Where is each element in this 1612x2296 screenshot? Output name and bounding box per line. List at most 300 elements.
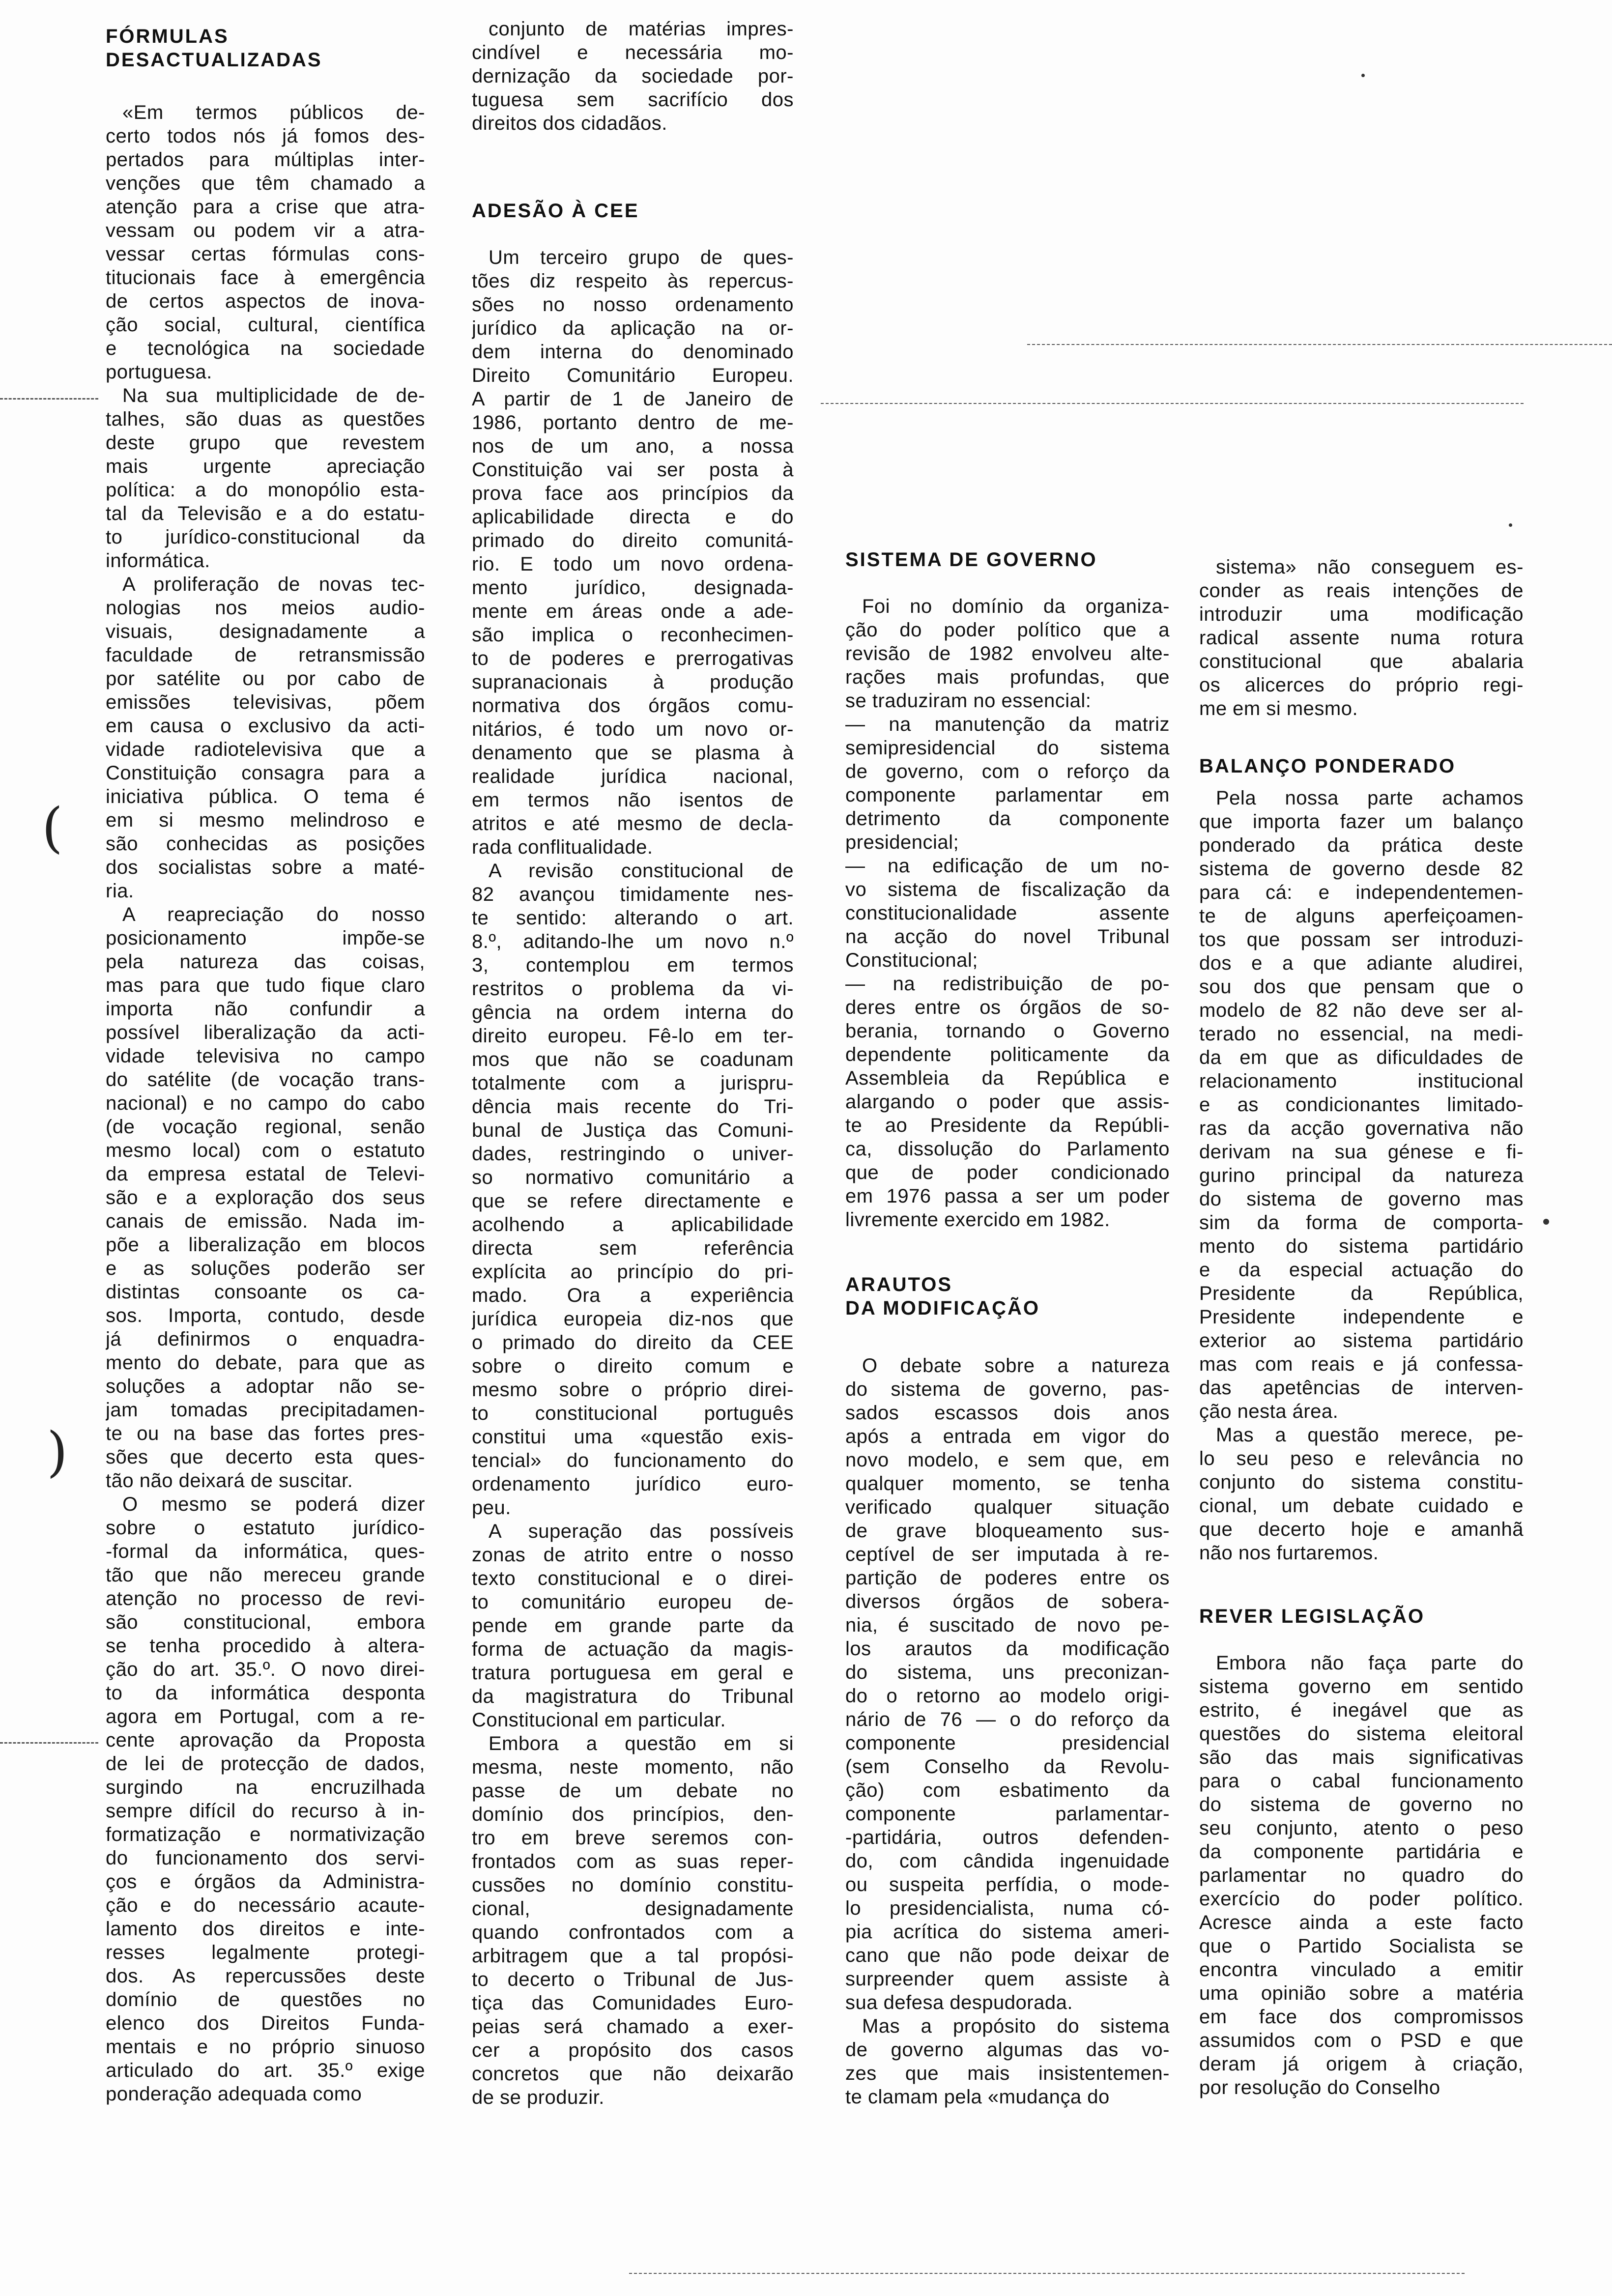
text-line: Direito Comunitário Europeu. bbox=[472, 365, 794, 386]
text-line: gência na ordem interna do bbox=[472, 1002, 794, 1023]
text-line: e as condicionantes limitado- bbox=[1199, 1094, 1524, 1116]
text-line: pende em grande parte da bbox=[472, 1615, 794, 1636]
text-line: Presidente independente e bbox=[1199, 1306, 1524, 1328]
text-line: ca, dissolução do Parlamento bbox=[845, 1138, 1170, 1160]
text-line: surpreender quem assiste à bbox=[845, 1968, 1170, 1990]
text-line: do sistema de governo mas bbox=[1199, 1188, 1524, 1210]
text-line: e as soluções poderão ser bbox=[106, 1258, 425, 1279]
text-line: ços e órgãos da Administra- bbox=[106, 1871, 425, 1893]
text-line: são das mais significativas bbox=[1199, 1747, 1524, 1768]
scan-artifact-bracket-icon: ( bbox=[42, 796, 63, 859]
text-line: mais urgente apreciação bbox=[106, 456, 425, 477]
text-line: sobre o direito comum e bbox=[472, 1355, 794, 1377]
text-line: jurídico da aplicação na or- bbox=[472, 317, 794, 339]
text-line: dem interna do denominado bbox=[472, 341, 794, 363]
text-line: zonas de atrito entre o nosso bbox=[472, 1544, 794, 1566]
text-line: normativa dos órgãos comu- bbox=[472, 695, 794, 717]
text-line: estrito, é inegável que as bbox=[1199, 1699, 1524, 1721]
text-line: Acresce ainda a este facto bbox=[1199, 1912, 1524, 1933]
text-line: de certos aspectos de inova- bbox=[106, 290, 425, 312]
text-line: que se refere directamente e bbox=[472, 1190, 794, 1212]
text-line: revisão de 1982 envolveu alte- bbox=[845, 643, 1170, 664]
text-line: novo modelo, e sem que, em bbox=[845, 1449, 1170, 1471]
text-line: sistema governo em sentido bbox=[1199, 1676, 1524, 1697]
text-line: parlamentar no quadro do bbox=[1199, 1865, 1524, 1886]
text-line: possível liberalização da acti- bbox=[106, 1022, 425, 1043]
text-line: o primado do direito da CEE bbox=[472, 1332, 794, 1353]
text-line: A reapreciação do nosso bbox=[122, 904, 425, 925]
text-line: dos. As repercussões deste bbox=[106, 1965, 425, 1987]
text-line: componente parlamentar em bbox=[845, 784, 1170, 806]
text-line: política: a do monopólio esta- bbox=[106, 479, 425, 501]
heading-line: ARAUTOS bbox=[845, 1274, 953, 1295]
scan-artifact-bracket-icon: ) bbox=[47, 1420, 68, 1483]
text-line: domínio dos princípios, den- bbox=[472, 1804, 794, 1825]
column-3-body-1 bbox=[845, 595, 1170, 1232]
text-line: exercício do poder político. bbox=[1199, 1888, 1524, 1910]
section-heading-arautos-da-modificacao bbox=[845, 1273, 1170, 1320]
text-line: os alicerces do próprio regi- bbox=[1199, 674, 1524, 696]
text-line: dades, restringindo o univer- bbox=[472, 1143, 794, 1165]
text-line: mesmo sobre o próprio direi- bbox=[472, 1379, 794, 1401]
text-line: mente em áreas onde a ade- bbox=[472, 601, 794, 622]
text-line: sou dos que pensam que o bbox=[1199, 976, 1524, 998]
text-line: emissões televisivas, põem bbox=[106, 691, 425, 713]
text-line: Mas a questão merece, pe- bbox=[1216, 1424, 1524, 1446]
section-heading-rever-legislacao bbox=[1199, 1605, 1524, 1628]
text-line: das apetências de interven- bbox=[1199, 1377, 1524, 1399]
text-line: titucionais face à emergência bbox=[106, 267, 425, 288]
text-line: concretos que não deixarão bbox=[472, 2063, 794, 2085]
text-line: atritos e até mesmo de decla- bbox=[472, 813, 794, 834]
text-line: Constitucional em particular. bbox=[472, 1709, 726, 1731]
text-line: alargando o poder que assis- bbox=[845, 1091, 1170, 1113]
text-line: «Em termos públicos de- bbox=[122, 102, 425, 123]
text-line: por resolução do Conselho bbox=[1199, 2077, 1440, 2098]
text-line: de governo, com o reforço da bbox=[845, 761, 1170, 782]
text-line: em causa o exclusivo da acti- bbox=[106, 715, 425, 737]
text-line: do sistema, uns preconizan- bbox=[845, 1662, 1170, 1683]
text-line: conder as reais intenções de bbox=[1199, 580, 1524, 602]
text-line: ponderação adequada como bbox=[106, 2083, 362, 2105]
text-line: e da especial actuação do bbox=[1199, 1259, 1524, 1281]
text-line: conjunto de matérias impres- bbox=[489, 18, 794, 40]
text-line: componente presidencial bbox=[845, 1732, 1170, 1754]
text-line: nacional) e no campo do cabo bbox=[106, 1092, 425, 1114]
text-line: do funcionamento dos servi- bbox=[106, 1847, 425, 1869]
text-line: sobre o estatuto jurídico- bbox=[106, 1517, 425, 1539]
text-line: que de poder condicionado bbox=[845, 1162, 1170, 1183]
text-line: so normativo comunitário a bbox=[472, 1167, 794, 1188]
text-line: ção do poder político que a bbox=[845, 619, 1170, 641]
scan-artifact-dash bbox=[0, 398, 98, 400]
text-line: rações mais profundas, que bbox=[845, 666, 1170, 688]
text-line: sistema de governo desde 82 bbox=[1199, 858, 1524, 880]
text-line: formatização e normativização bbox=[106, 1824, 425, 1845]
text-line: da empresa estatal de Televi- bbox=[106, 1163, 425, 1185]
text-line: mento do debate, para que as bbox=[106, 1352, 425, 1374]
text-line: me em si mesmo. bbox=[1199, 698, 1358, 719]
text-line: portuguesa. bbox=[106, 361, 212, 383]
text-line: agora em Portugal, com a re- bbox=[106, 1706, 425, 1727]
text-line: radical assente numa rotura bbox=[1199, 627, 1524, 649]
text-line: sua defesa despudorada. bbox=[845, 1992, 1073, 2013]
text-line: são e a exploração dos seus bbox=[106, 1187, 425, 1208]
section-heading-sistema-de-governo bbox=[845, 548, 1170, 572]
text-line: jurídica europeia diz-nos que bbox=[472, 1308, 794, 1330]
text-line: tão não deixará de suscitar. bbox=[106, 1470, 353, 1492]
text-line: soluções a adoptar não se- bbox=[106, 1376, 425, 1397]
text-line: em face dos compromissos bbox=[1199, 2006, 1524, 2028]
text-line: mado. Ora a experiência bbox=[472, 1285, 794, 1306]
text-line: to jurídico-constitucional da bbox=[106, 526, 425, 548]
text-line: tratura portuguesa em geral e bbox=[472, 1662, 794, 1684]
text-line: vessam ou podem vir a atra- bbox=[106, 220, 425, 241]
text-line: componente parlamentar- bbox=[845, 1803, 1170, 1825]
text-line: em 1976 passa a ser um poder bbox=[845, 1185, 1170, 1207]
text-line: seu conjunto, atento o peso bbox=[1199, 1817, 1524, 1839]
text-line: A partir de 1 de Janeiro de bbox=[472, 388, 794, 410]
text-line: constitucionalidade assente bbox=[845, 902, 1170, 924]
text-line: gurino principal da natureza bbox=[1199, 1165, 1524, 1186]
text-line: nitários, é todo um novo or- bbox=[472, 718, 794, 740]
text-line: mento do sistema partidário bbox=[1199, 1235, 1524, 1257]
text-line: aplicabilidade directa e do bbox=[472, 506, 794, 528]
text-line: nário de 76 — o do reforço da bbox=[845, 1709, 1170, 1730]
text-line: de lei de protecção de dados, bbox=[106, 1753, 425, 1775]
text-line: to constitucional português bbox=[472, 1403, 794, 1424]
text-line: ou suspeita perfídia, o mode- bbox=[845, 1874, 1170, 1895]
text-line: -formal da informática, ques- bbox=[106, 1541, 425, 1562]
text-line: tro em breve seremos con- bbox=[472, 1827, 794, 1849]
text-line: mos que não se coadunam bbox=[472, 1049, 794, 1070]
text-line: encontra vinculado a emitir bbox=[1199, 1959, 1524, 1980]
text-line: talhes, são duas as questões bbox=[106, 408, 425, 430]
text-line: dependente politicamente da bbox=[845, 1044, 1170, 1065]
text-line: Assembleia da República e bbox=[845, 1067, 1170, 1089]
text-line: explícita ao princípio do pri- bbox=[472, 1261, 794, 1283]
text-line: acolhendo a aplicabilidade bbox=[472, 1214, 794, 1235]
text-line: dência mais recente do Tri- bbox=[472, 1096, 794, 1118]
text-line: realidade jurídica nacional, bbox=[472, 766, 794, 787]
text-line: venções que têm chamado a bbox=[106, 172, 425, 194]
text-line: te ou na base das fortes pres- bbox=[106, 1423, 425, 1444]
text-line: prova face aos princípios da bbox=[472, 483, 794, 504]
heading-line: DESACTUALIZADAS bbox=[106, 49, 322, 71]
text-line: Constituição vai ser posta à bbox=[472, 459, 794, 481]
text-line: resses legalmente protegi- bbox=[106, 1942, 425, 1963]
text-line: Um terceiro grupo de ques- bbox=[489, 247, 794, 268]
text-line: restritos o problema da vi- bbox=[472, 978, 794, 1000]
text-line: sos. Importa, contudo, desde bbox=[106, 1305, 425, 1326]
text-line: de se produzir. bbox=[472, 2087, 604, 2108]
text-line: tões diz respeito às repercus- bbox=[472, 270, 794, 292]
text-line: ria. bbox=[106, 880, 134, 902]
text-line: 3, contemplou em termos bbox=[472, 954, 794, 976]
text-line: totalmente com a jurispru- bbox=[472, 1072, 794, 1094]
text-line: que o Partido Socialista se bbox=[1199, 1935, 1524, 1957]
text-line: mentais e no próprio sinuoso bbox=[106, 2036, 425, 2058]
text-line: — na manutenção da matriz bbox=[845, 714, 1170, 735]
heading-line: SISTEMA DE GOVERNO bbox=[845, 549, 1097, 571]
text-line: lamento dos direitos e inte- bbox=[106, 1918, 425, 1940]
text-line: (de vocação regional, senão bbox=[106, 1116, 425, 1138]
text-line: sados escassos dois anos bbox=[845, 1402, 1170, 1424]
scan-artifact-dash bbox=[1027, 344, 1612, 345]
text-line: to comunitário europeu de- bbox=[472, 1591, 794, 1613]
text-line: da em que as dificuldades de bbox=[1199, 1047, 1524, 1068]
text-line: põe a liberalização em blocos bbox=[106, 1234, 425, 1256]
text-line: qualquer momento, se tenha bbox=[845, 1473, 1170, 1494]
text-line: ceptível de ser imputada à re- bbox=[845, 1544, 1170, 1565]
text-line: jam tomadas precipitadamen- bbox=[106, 1399, 425, 1421]
text-line: pertados para múltiplas inter- bbox=[106, 149, 425, 171]
text-line: O debate sobre a natureza bbox=[862, 1355, 1170, 1377]
text-line: são implica o reconhecimen- bbox=[472, 624, 794, 646]
text-line: nologias nos meios audio- bbox=[106, 597, 425, 619]
text-line: não nos furtaremos. bbox=[1199, 1542, 1379, 1564]
text-line: peias será chamado a exer- bbox=[472, 2016, 794, 2038]
text-line: informática. bbox=[106, 550, 210, 572]
text-line: Na sua multiplicidade de de- bbox=[122, 385, 425, 406]
text-line: são conhecidas as posições bbox=[106, 833, 425, 855]
scan-artifact-dash bbox=[629, 2273, 1465, 2274]
text-line: detrimento da componente bbox=[845, 808, 1170, 830]
text-line: do sistema de governo, pas- bbox=[845, 1378, 1170, 1400]
text-line: texto constitucional e o direi- bbox=[472, 1568, 794, 1589]
text-line: zes que mais insistentemen- bbox=[845, 2063, 1170, 2084]
text-line: direito europeu. Fê-lo em ter- bbox=[472, 1025, 794, 1047]
column-4-continuation bbox=[1199, 555, 1524, 720]
heading-line: BALANÇO PONDERADO bbox=[1199, 755, 1456, 777]
scan-artifact-dot bbox=[1509, 523, 1512, 527]
text-line: quando confrontados com a bbox=[472, 1922, 794, 1943]
text-line: denamento que se plasma à bbox=[472, 742, 794, 764]
text-line: Pela nossa parte achamos bbox=[1216, 787, 1524, 809]
text-line: dos socialistas sobre a maté- bbox=[106, 857, 425, 878]
text-line: tal da Televisão e a do estatu- bbox=[106, 503, 425, 524]
text-line: Embora não faça parte do bbox=[1216, 1652, 1524, 1674]
text-line: ção) com esbatimento da bbox=[845, 1779, 1170, 1801]
text-line: do satélite (de vocação trans- bbox=[106, 1069, 425, 1091]
text-line: em termos não isentos de bbox=[472, 789, 794, 811]
text-line: A proliferação de novas tec- bbox=[122, 574, 425, 595]
text-line: — na edificação de um no- bbox=[845, 855, 1170, 877]
text-line: assumidos com o PSD e que bbox=[1199, 2030, 1524, 2051]
text-line: relacionamento institucional bbox=[1199, 1070, 1524, 1092]
text-line: A superação das possíveis bbox=[489, 1521, 794, 1542]
text-line: Embora a questão em si bbox=[489, 1733, 794, 1754]
text-line: forma de actuação da magis- bbox=[472, 1638, 794, 1660]
text-line: mesmo local) com o estatuto bbox=[106, 1140, 425, 1161]
text-line: domínio de questões no bbox=[106, 1989, 425, 2010]
column-1-body bbox=[106, 101, 425, 2106]
text-line: O mesmo se poderá dizer bbox=[122, 1493, 425, 1515]
text-line: articulado do art. 35.º exige bbox=[106, 2060, 425, 2081]
text-line: questões do sistema eleitoral bbox=[1199, 1723, 1524, 1745]
text-line: vessar certas fórmulas cons- bbox=[106, 243, 425, 265]
column-2-continuation bbox=[472, 17, 794, 135]
text-line: que importa fazer um balanço bbox=[1199, 811, 1524, 832]
text-line: importa não confundir a bbox=[106, 998, 425, 1020]
text-line: ras da acção governativa não bbox=[1199, 1118, 1524, 1139]
text-line: faculdade de retransmissão bbox=[106, 644, 425, 666]
text-line: Presidente da República, bbox=[1199, 1283, 1524, 1304]
text-line: tiça das Comunidades Euro- bbox=[472, 1992, 794, 2014]
text-line: já definirmos o enquadra- bbox=[106, 1328, 425, 1350]
text-line: Mas a propósito do sistema bbox=[862, 2015, 1170, 2037]
text-line: visuais, designadamente a bbox=[106, 621, 425, 642]
text-line: — na redistribuição de po- bbox=[845, 973, 1170, 995]
text-line: cussões no domínio constitu- bbox=[472, 1874, 794, 1896]
text-line: e tecnológica na sociedade bbox=[106, 338, 425, 359]
text-line: na acção do novel Tribunal bbox=[845, 926, 1170, 947]
text-line: lo presidencialista, numa có- bbox=[845, 1897, 1170, 1919]
text-line: surgindo na encruzilhada bbox=[106, 1777, 425, 1798]
text-line: vidade radiotelevisiva que a bbox=[106, 739, 425, 760]
text-line: tão que não mereceu grande bbox=[106, 1564, 425, 1586]
text-line: sões no nosso ordenamento bbox=[472, 294, 794, 316]
text-line: são constitucional, embora bbox=[106, 1611, 425, 1633]
text-line: passe de um debate no bbox=[472, 1780, 794, 1802]
text-line: arbitragem que a tal propósi- bbox=[472, 1945, 794, 1967]
text-line: berania, tornando o Governo bbox=[845, 1020, 1170, 1042]
text-line: ção social, cultural, científica bbox=[106, 314, 425, 336]
scan-artifact-dot bbox=[1361, 74, 1365, 77]
text-line: deres entre os órgãos de so- bbox=[845, 997, 1170, 1018]
text-line: diversos órgãos de sobera- bbox=[845, 1591, 1170, 1612]
column-3-body-2 bbox=[845, 1354, 1170, 2109]
text-line: verificado qualquer situação bbox=[845, 1496, 1170, 1518]
text-line: atenção no processo de revi- bbox=[106, 1588, 425, 1609]
text-line: vidade televisiva no campo bbox=[106, 1045, 425, 1067]
text-line: deste grupo que revestem bbox=[106, 432, 425, 454]
text-line: livremente exercido em 1982. bbox=[845, 1209, 1110, 1231]
text-line: sistema» não conseguem es- bbox=[1216, 556, 1524, 578]
text-line: presidencial; bbox=[845, 832, 959, 853]
text-line: ordenamento jurídico euro- bbox=[472, 1473, 794, 1495]
text-line: iniciativa pública. O tema é bbox=[106, 786, 425, 807]
scan-artifact-dash bbox=[0, 1742, 98, 1744]
text-line: atenção para a crise que atra- bbox=[106, 196, 425, 218]
text-line: de grave bloqueamento sus- bbox=[845, 1520, 1170, 1542]
text-line: to de poderes e prerrogativas bbox=[472, 648, 794, 669]
text-line: dos e a que adiante aludirei, bbox=[1199, 952, 1524, 974]
text-line: introduzir uma modificação bbox=[1199, 603, 1524, 625]
text-line: deram já origem à criação, bbox=[1199, 2053, 1524, 2075]
text-line: A revisão constitucional de bbox=[489, 860, 794, 882]
text-line: to decerto o Tribunal de Jus- bbox=[472, 1969, 794, 1990]
text-line: distintas consoante os ca- bbox=[106, 1281, 425, 1303]
text-line: pia acrítica do sistema ameri- bbox=[845, 1921, 1170, 1943]
text-line: ponderado da prática deste bbox=[1199, 834, 1524, 856]
text-line: -partidária, outros defenden- bbox=[845, 1827, 1170, 1848]
text-line: cindível e necessária mo- bbox=[472, 42, 794, 63]
text-line: tos que possam ser introduzi- bbox=[1199, 929, 1524, 950]
text-line: cional, designadamente bbox=[472, 1898, 794, 1920]
heading-line: REVER LEGISLAÇÃO bbox=[1199, 1606, 1425, 1627]
text-line: modelo de 82 não deve ser al- bbox=[1199, 1000, 1524, 1021]
text-line: te clamam pela «mudança do bbox=[845, 2086, 1110, 2108]
text-line: vo sistema de fiscalização da bbox=[845, 879, 1170, 900]
text-line: tuguesa sem sacrifício dos bbox=[472, 89, 794, 111]
text-line: bunal de Justiça das Comuni- bbox=[472, 1119, 794, 1141]
text-line: constitucional que abalaria bbox=[1199, 651, 1524, 672]
text-line: constitui uma «questão exis- bbox=[472, 1426, 794, 1448]
text-line: nia, é suscitado de novo pe- bbox=[845, 1614, 1170, 1636]
text-line: da magistratura do Tribunal bbox=[472, 1686, 794, 1707]
text-line: do sistema de governo no bbox=[1199, 1794, 1524, 1815]
text-line: te de alguns aperfeiçoamen- bbox=[1199, 905, 1524, 927]
text-line: do, com cândida ingenuidade bbox=[845, 1850, 1170, 1872]
text-line: cional, um debate cuidado e bbox=[1199, 1495, 1524, 1517]
text-line: mento jurídico, designada- bbox=[472, 577, 794, 599]
text-line: semipresidencial do sistema bbox=[845, 737, 1170, 759]
text-line: para o cabal funcionamento bbox=[1199, 1770, 1524, 1792]
text-line: sim da forma de comporta- bbox=[1199, 1212, 1524, 1234]
text-line: Constituição consagra para a bbox=[106, 762, 425, 784]
text-line: direitos dos cidadãos. bbox=[472, 113, 667, 134]
text-line: derivam na sua génese e fi- bbox=[1199, 1141, 1524, 1163]
text-line: do o retorno ao modelo origi- bbox=[845, 1685, 1170, 1707]
column-2-body bbox=[472, 246, 794, 2109]
heading-line: DA MODIFICAÇÃO bbox=[845, 1297, 1040, 1319]
column-4-body-2 bbox=[1199, 1651, 1524, 2099]
text-line: certo todos nós já fomos des- bbox=[106, 125, 425, 147]
text-line: Constitucional; bbox=[845, 949, 978, 971]
text-line: mas com reais e já confessa- bbox=[1199, 1353, 1524, 1375]
text-line: cano que não pode deixar de bbox=[845, 1945, 1170, 1966]
scan-artifact-dash bbox=[821, 403, 1524, 404]
text-line: da componente partidária e bbox=[1199, 1841, 1524, 1863]
text-line: dernização da sociedade por- bbox=[472, 65, 794, 87]
text-line: te sentido: alterando o art. bbox=[472, 907, 794, 929]
text-line: que decerto hoje e amanhã bbox=[1199, 1519, 1524, 1540]
text-line: canais de emissão. Nada im- bbox=[106, 1210, 425, 1232]
text-line: sempre difícil do recurso à in- bbox=[106, 1800, 425, 1822]
text-line: mesma, neste momento, não bbox=[472, 1756, 794, 1778]
text-line: supranacionais à produção bbox=[472, 671, 794, 693]
text-line: rio. E todo um novo ordena- bbox=[472, 553, 794, 575]
text-line: (sem Conselho da Revolu- bbox=[845, 1756, 1170, 1778]
text-line: Foi no domínio da organiza- bbox=[862, 596, 1170, 617]
text-line: se traduziram no essencial: bbox=[845, 690, 1092, 712]
text-line: elenco dos Direitos Funda- bbox=[106, 2012, 425, 2034]
text-line: to da informática desponta bbox=[106, 1682, 425, 1704]
text-line: pela natureza das coisas, bbox=[106, 951, 425, 973]
text-line: frontados com as suas reper- bbox=[472, 1851, 794, 1872]
column-4-body-1 bbox=[1199, 786, 1524, 1565]
text-line: ção e do necessário acaute- bbox=[106, 1894, 425, 1916]
heading-line: FÓRMULAS bbox=[106, 26, 229, 47]
text-line: após a entrada em vigor do bbox=[845, 1426, 1170, 1447]
section-heading-balanco-ponderado bbox=[1199, 754, 1524, 778]
text-line: te ao Presidente da Repúbli- bbox=[845, 1115, 1170, 1136]
text-line: em si mesmo melindroso e bbox=[106, 809, 425, 831]
text-line: directa sem referência bbox=[472, 1237, 794, 1259]
text-line: los arautos da modificação bbox=[845, 1638, 1170, 1660]
text-line: 82 avançou timidamente nes- bbox=[472, 884, 794, 905]
text-line: ção do art. 35.º. O novo direi- bbox=[106, 1659, 425, 1680]
text-line: por satélite ou por cabo de bbox=[106, 668, 425, 689]
text-line: exterior ao sistema partidário bbox=[1199, 1330, 1524, 1351]
text-line: para cá: e independentemen- bbox=[1199, 882, 1524, 903]
text-line: sões que decerto esta ques- bbox=[106, 1446, 425, 1468]
text-line: terado no essencial, na medi- bbox=[1199, 1023, 1524, 1045]
text-line: mas para que tudo fique claro bbox=[106, 975, 425, 996]
text-line: 8.º, aditando-lhe um novo n.º bbox=[472, 931, 794, 952]
text-line: partição de poderes entre os bbox=[845, 1567, 1170, 1589]
